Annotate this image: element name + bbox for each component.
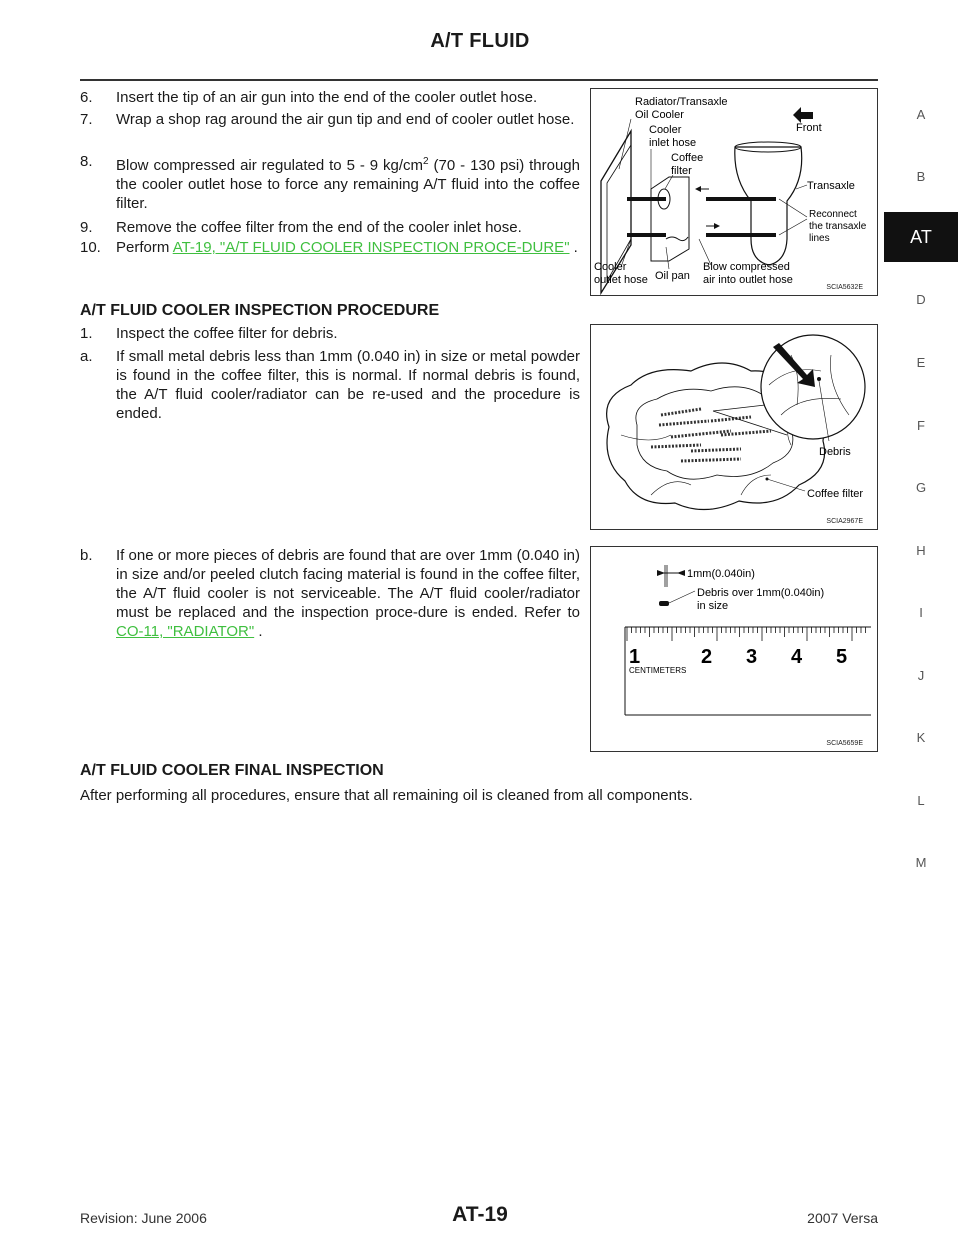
figure-code: SCIA5659E [826, 740, 863, 747]
units-label: CENTIMETERS [629, 666, 687, 675]
section-heading-final-inspection: A/T FLUID COOLER FINAL INSPECTION [80, 762, 384, 779]
scale-number-2: 2 [701, 646, 713, 668]
side-nav-d[interactable]: D [916, 292, 926, 307]
step-6 [80, 88, 580, 107]
cross-reference-link[interactable]: CO-11, "RADIATOR" [116, 623, 255, 640]
step-1 [80, 324, 580, 343]
step-number: 8. [80, 153, 93, 170]
step-b [80, 546, 580, 641]
side-nav-f[interactable]: F [917, 418, 925, 433]
debris-size-ruler-figure [590, 546, 878, 752]
step-8 [80, 152, 580, 213]
front-label: Front [796, 122, 822, 134]
inlet-hose-label-2: inlet hose [649, 137, 697, 149]
step-text: If small metal debris less than 1mm (0.040 in) in size or metal powder is found in the coffee filter, this is normal. If normal debris is found, the A/T fluid cooler/radiator can be re-used and the procedure is ended. [116, 348, 580, 422]
side-nav-i[interactable]: I [919, 605, 923, 620]
side-nav-h[interactable]: H [916, 543, 926, 558]
page-title: A/T FLUID [430, 30, 530, 52]
step-text: If one or more pieces of debris are found that are over 1mm (0.040 in) in size and/or peeled clutch facing material is found in the coffee filter, the A/T fluid cooler is not serviceable. The A/T fluid cooler/radiator must be replaced and the inspection proce-dure is ended. Refer to CO-11, "RADIATOR" . [116, 547, 580, 640]
cross-reference-link[interactable]: AT-19, "A/T FLUID COOLER INSPECTION PROCE-DURE" [172, 239, 570, 256]
side-nav-e[interactable]: E [916, 355, 926, 370]
inlet-hose-label-1: Cooler [649, 124, 682, 136]
cooler-air-blow-figure [590, 88, 878, 296]
final-inspection-text: After performing all procedures, ensure that all remaining oil is cleaned from all components. [80, 787, 693, 804]
step-7 [80, 110, 580, 129]
ruler-ticks [627, 627, 866, 641]
step-number: 6. [80, 89, 93, 106]
step-text: Perform AT-19, "A/T FLUID COOLER INSPECTION PROCE-DURE" . [116, 239, 578, 256]
vehicle-model: 2007 Versa [807, 1210, 878, 1226]
coffee-filter-label: Coffee filter [807, 488, 864, 500]
radiator-label-2: Oil Cooler [635, 109, 684, 121]
scale-number-3: 3 [746, 646, 758, 668]
scale-number-1: 1 [629, 646, 641, 668]
scale-number-5: 5 [836, 646, 848, 668]
side-nav-at-active[interactable]: AT [884, 212, 958, 262]
step-number: 1. [80, 325, 93, 342]
page-number: AT-19 [452, 1203, 508, 1226]
step-text: Inspect the coffee filter for debris. [116, 325, 338, 342]
header-rule [80, 79, 878, 81]
debris-size-label-1: Debris over 1mm(0.040in) [697, 587, 825, 599]
reconnect-label-3: lines [809, 233, 830, 244]
side-nav-g[interactable]: G [915, 480, 927, 495]
reconnect-label-2: the transaxle [809, 221, 867, 232]
step-10 [80, 238, 580, 257]
side-nav-l[interactable]: L [917, 793, 925, 808]
outlet-hose-label-2: outlet hose [594, 274, 648, 286]
step-letter: a. [80, 348, 93, 365]
figure-code: SCIA5632E [826, 284, 863, 291]
coffee-filter-debris-figure [590, 324, 878, 530]
step-number: 9. [80, 219, 93, 236]
blow-air-label-1: Blow compressed [703, 261, 790, 273]
side-nav-m[interactable]: M [915, 855, 927, 870]
step-text: Remove the coffee filter from the end of the cooler inlet hose. [116, 219, 522, 236]
radiator-label-1: Radiator/Transaxle [635, 96, 728, 108]
blow-air-label-2: air into outlet hose [703, 274, 793, 286]
step-letter: b. [80, 547, 93, 564]
reconnect-label-1: Reconnect [809, 209, 857, 220]
step-text: Wrap a shop rag around the air gun tip and end of cooler outlet hose. [116, 111, 575, 128]
section-heading-inspection: A/T FLUID COOLER INSPECTION PROCEDURE [80, 302, 440, 319]
transaxle-label: Transaxle [807, 180, 855, 192]
figure-code: SCIA2967E [826, 518, 863, 525]
side-nav-j[interactable]: J [917, 668, 925, 683]
revision-date: Revision: June 2006 [80, 1210, 207, 1226]
step-text: Insert the tip of an air gun into the end of the cooler outlet hose. [116, 89, 538, 106]
debris-size-label-2: in size [697, 600, 729, 612]
debris-label: Debris [819, 446, 851, 458]
size-label: 1mm(0.040in) [687, 568, 755, 580]
side-nav-k[interactable]: K [916, 730, 926, 745]
side-nav-b[interactable]: B [916, 169, 926, 184]
oil-pan-label: Oil pan [655, 270, 690, 282]
coffee-filter-label-1: Coffee [671, 152, 704, 164]
coffee-filter-label-2: filter [671, 165, 692, 177]
step-a [80, 347, 580, 423]
step-9 [80, 218, 580, 237]
side-nav-a[interactable]: A [916, 107, 926, 122]
step-number: 7. [80, 111, 93, 128]
outlet-hose-label-1: Cooler [594, 261, 627, 273]
step-number: 10. [80, 239, 101, 256]
step-text: Blow compressed air regulated to 5 - 9 $kg/cm^2$ (70 - 130 psi) through the cooler outlet hose to force any remaining A/T fluid into the coffee filter. [116, 156, 580, 212]
scale-number-4: 4 [791, 646, 803, 668]
